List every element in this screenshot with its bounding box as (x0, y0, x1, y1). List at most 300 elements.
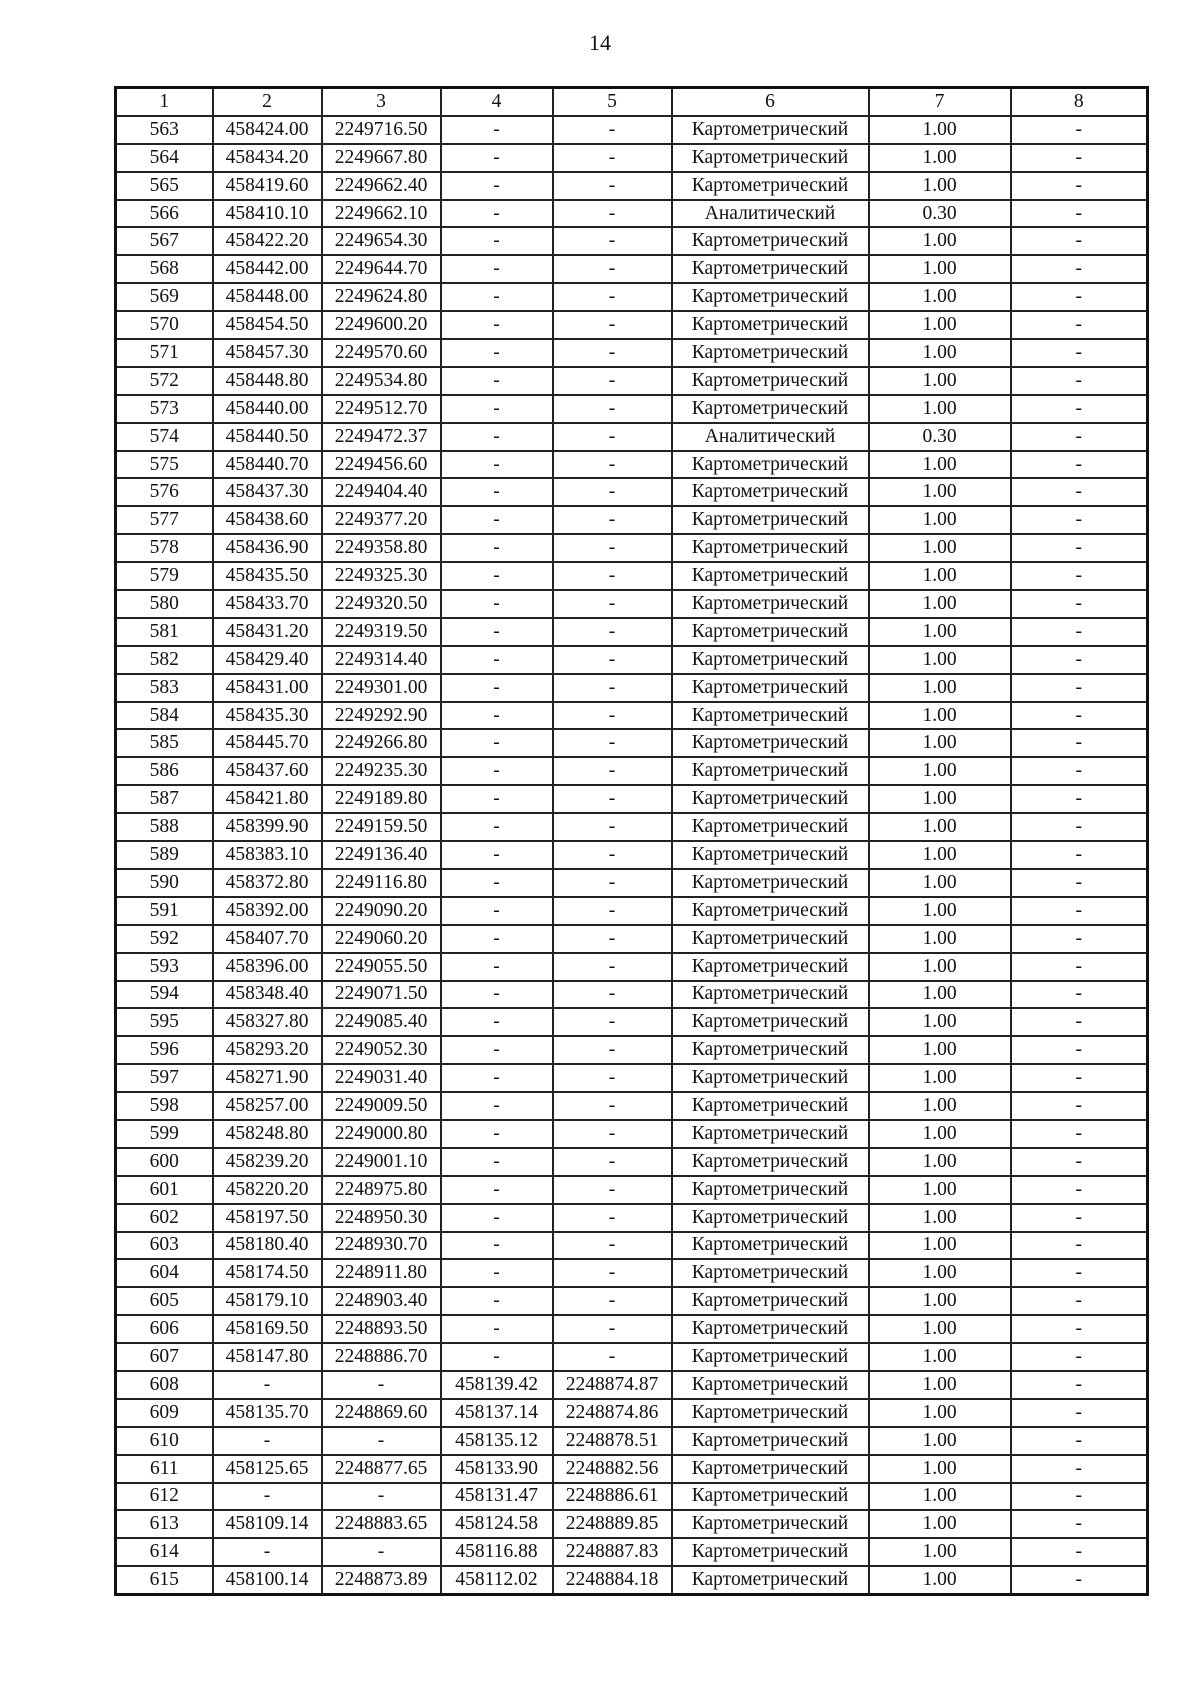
cell-accuracy: 1.00 (869, 1455, 1011, 1483)
cell-x-coordinate: 458431.20 (213, 618, 322, 646)
cell-x-coordinate: 458440.50 (213, 423, 322, 451)
cell-x-new: - (441, 451, 553, 479)
cell-y-coordinate: 2249644.70 (322, 255, 441, 283)
cell-accuracy: 1.00 (869, 367, 1011, 395)
cell-description: - (1011, 451, 1148, 479)
cell-y-coordinate: 2249456.60 (322, 451, 441, 479)
cell-x-new: - (441, 813, 553, 841)
table-row (116, 590, 1148, 618)
table-row (116, 395, 1148, 423)
cell-x-coordinate: 458435.50 (213, 562, 322, 590)
cell-y-new: - (553, 981, 672, 1009)
cell-x-new: - (441, 953, 553, 981)
column-header-7: 7 (869, 88, 1011, 116)
table-row (116, 1204, 1148, 1232)
cell-x-new: - (441, 757, 553, 785)
table-row (116, 953, 1148, 981)
cell-x-new: - (441, 869, 553, 897)
cell-description: - (1011, 478, 1148, 506)
table-row (116, 1036, 1148, 1064)
cell-description: - (1011, 1064, 1148, 1092)
cell-x-new: - (441, 172, 553, 200)
cell-point-number: 566 (116, 200, 213, 228)
table-row (116, 981, 1148, 1009)
cell-description: - (1011, 590, 1148, 618)
cell-method: Картометрический (672, 144, 869, 172)
cell-method: Картометрический (672, 981, 869, 1009)
cell-x-new: - (441, 785, 553, 813)
cell-method: Картометрический (672, 618, 869, 646)
cell-point-number: 614 (116, 1538, 213, 1566)
cell-x-coordinate: 458454.50 (213, 311, 322, 339)
cell-description: - (1011, 702, 1148, 730)
page-number: 14 (589, 30, 611, 55)
cell-description: - (1011, 283, 1148, 311)
cell-description: - (1011, 1008, 1148, 1036)
table-row (116, 506, 1148, 534)
cell-y-coordinate: 2248950.30 (322, 1204, 441, 1232)
cell-y-new: - (553, 1036, 672, 1064)
cell-method: Картометрический (672, 227, 869, 255)
cell-y-coordinate: 2249009.50 (322, 1092, 441, 1120)
cell-accuracy: 1.00 (869, 1120, 1011, 1148)
column-header-8: 8 (1011, 88, 1148, 116)
table-row (116, 1315, 1148, 1343)
cell-method: Картометрический (672, 311, 869, 339)
cell-description: - (1011, 172, 1148, 200)
cell-description: - (1011, 255, 1148, 283)
table-row (116, 478, 1148, 506)
cell-y-coordinate: 2249624.80 (322, 283, 441, 311)
cell-method: Картометрический (672, 1259, 869, 1287)
column-header-5: 5 (553, 88, 672, 116)
cell-accuracy: 1.00 (869, 1259, 1011, 1287)
cell-method: Картометрический (672, 1399, 869, 1427)
cell-y-new: - (553, 925, 672, 953)
cell-point-number: 575 (116, 451, 213, 479)
cell-y-coordinate: 2249060.20 (322, 925, 441, 953)
cell-accuracy: 1.00 (869, 506, 1011, 534)
cell-x-coordinate: 458440.00 (213, 395, 322, 423)
table-row (116, 1399, 1148, 1427)
cell-accuracy: 1.00 (869, 1232, 1011, 1260)
cell-x-coordinate: - (213, 1427, 322, 1455)
cell-x-coordinate: 458437.60 (213, 757, 322, 785)
table-row (116, 1064, 1148, 1092)
cell-method: Картометрический (672, 1008, 869, 1036)
cell-description: - (1011, 1259, 1148, 1287)
cell-method: Картометрический (672, 451, 869, 479)
cell-x-new: - (441, 423, 553, 451)
cell-y-new: - (553, 534, 672, 562)
cell-method: Картометрический (672, 841, 869, 869)
cell-x-new: 458124.58 (441, 1510, 553, 1538)
cell-method: Картометрический (672, 1120, 869, 1148)
table-row (116, 1371, 1148, 1399)
cell-description: - (1011, 144, 1148, 172)
cell-accuracy: 1.00 (869, 785, 1011, 813)
cell-accuracy: 1.00 (869, 534, 1011, 562)
cell-y-new: - (553, 702, 672, 730)
cell-point-number: 593 (116, 953, 213, 981)
cell-point-number: 571 (116, 339, 213, 367)
cell-description: - (1011, 1092, 1148, 1120)
cell-description: - (1011, 1287, 1148, 1315)
cell-x-coordinate: 458372.80 (213, 869, 322, 897)
cell-method: Картометрический (672, 1064, 869, 1092)
cell-y-coordinate: 2248911.80 (322, 1259, 441, 1287)
table-row (116, 869, 1148, 897)
cell-y-new: - (553, 283, 672, 311)
cell-x-new: - (441, 1204, 553, 1232)
cell-y-coordinate: - (322, 1483, 441, 1511)
cell-x-new: - (441, 1176, 553, 1204)
cell-x-new: 458131.47 (441, 1483, 553, 1511)
cell-x-coordinate: 458125.65 (213, 1455, 322, 1483)
cell-point-number: 610 (116, 1427, 213, 1455)
cell-x-new: 458135.12 (441, 1427, 553, 1455)
cell-method: Картометрический (672, 813, 869, 841)
cell-y-new: 2248886.61 (553, 1483, 672, 1511)
cell-method: Картометрический (672, 674, 869, 702)
cell-y-new: - (553, 1092, 672, 1120)
table-row (116, 562, 1148, 590)
cell-description: - (1011, 1399, 1148, 1427)
cell-point-number: 568 (116, 255, 213, 283)
cell-y-new: - (553, 1343, 672, 1371)
cell-point-number: 578 (116, 534, 213, 562)
cell-method: Картометрический (672, 590, 869, 618)
cell-x-coordinate: 458135.70 (213, 1399, 322, 1427)
cell-y-coordinate: 2248903.40 (322, 1287, 441, 1315)
cell-method: Картометрический (672, 1036, 869, 1064)
cell-x-new: - (441, 478, 553, 506)
cell-y-coordinate: 2249052.30 (322, 1036, 441, 1064)
cell-point-number: 570 (116, 311, 213, 339)
cell-y-coordinate: 2248877.65 (322, 1455, 441, 1483)
cell-y-new: 2248874.87 (553, 1371, 672, 1399)
cell-accuracy: 1.00 (869, 1538, 1011, 1566)
cell-y-new: - (553, 590, 672, 618)
cell-x-coordinate: 458435.30 (213, 702, 322, 730)
cell-x-new: - (441, 311, 553, 339)
cell-y-new: - (553, 144, 672, 172)
cell-point-number: 586 (116, 757, 213, 785)
cell-description: - (1011, 116, 1148, 144)
cell-x-coordinate: 458169.50 (213, 1315, 322, 1343)
cell-x-coordinate: 458448.80 (213, 367, 322, 395)
cell-x-new: - (441, 283, 553, 311)
cell-point-number: 615 (116, 1566, 213, 1594)
cell-point-number: 590 (116, 869, 213, 897)
cell-method: Картометрический (672, 1483, 869, 1511)
cell-x-new: - (441, 590, 553, 618)
cell-description: - (1011, 1455, 1148, 1483)
cell-description: - (1011, 981, 1148, 1009)
table-row (116, 813, 1148, 841)
cell-description: - (1011, 534, 1148, 562)
cell-method: Картометрический (672, 283, 869, 311)
cell-description: - (1011, 1120, 1148, 1148)
cell-x-coordinate: 458392.00 (213, 897, 322, 925)
column-header-3: 3 (322, 88, 441, 116)
table-row (116, 1008, 1148, 1036)
cell-x-coordinate: 458422.20 (213, 227, 322, 255)
cell-description: - (1011, 1343, 1148, 1371)
cell-point-number: 604 (116, 1259, 213, 1287)
table-row (116, 1092, 1148, 1120)
cell-x-new: - (441, 534, 553, 562)
cell-method: Картометрический (672, 1232, 869, 1260)
cell-accuracy: 1.00 (869, 116, 1011, 144)
cell-point-number: 595 (116, 1008, 213, 1036)
cell-y-new: - (553, 1315, 672, 1343)
table-row (116, 1343, 1148, 1371)
cell-point-number: 612 (116, 1483, 213, 1511)
cell-y-new: - (553, 618, 672, 646)
cell-accuracy: 1.00 (869, 1092, 1011, 1120)
table-row (116, 311, 1148, 339)
cell-point-number: 565 (116, 172, 213, 200)
cell-method: Картометрический (672, 506, 869, 534)
cell-x-coordinate: 458100.14 (213, 1566, 322, 1594)
cell-accuracy: 0.30 (869, 200, 1011, 228)
cell-x-coordinate: 458197.50 (213, 1204, 322, 1232)
cell-description: - (1011, 729, 1148, 757)
cell-x-coordinate: 458239.20 (213, 1148, 322, 1176)
cell-description: - (1011, 1566, 1148, 1594)
cell-x-new: - (441, 116, 553, 144)
cell-description: - (1011, 200, 1148, 228)
cell-x-new: - (441, 1259, 553, 1287)
table-row (116, 227, 1148, 255)
cell-method: Картометрический (672, 1343, 869, 1371)
cell-method: Аналитический (672, 423, 869, 451)
cell-y-coordinate: 2249654.30 (322, 227, 441, 255)
cell-description: - (1011, 395, 1148, 423)
table-row (116, 785, 1148, 813)
cell-x-new: - (441, 506, 553, 534)
cell-description: - (1011, 618, 1148, 646)
cell-x-coordinate: 458179.10 (213, 1287, 322, 1315)
table-row (116, 451, 1148, 479)
cell-y-new: - (553, 562, 672, 590)
cell-point-number: 608 (116, 1371, 213, 1399)
cell-x-coordinate: 458424.00 (213, 116, 322, 144)
cell-method: Картометрический (672, 1427, 869, 1455)
cell-accuracy: 1.00 (869, 702, 1011, 730)
cell-x-new: - (441, 1315, 553, 1343)
cell-y-new: - (553, 116, 672, 144)
cell-y-coordinate: 2249085.40 (322, 1008, 441, 1036)
table-row (116, 144, 1148, 172)
cell-y-coordinate: 2249071.50 (322, 981, 441, 1009)
table-row (116, 423, 1148, 451)
cell-x-coordinate: 458109.14 (213, 1510, 322, 1538)
cell-y-new: - (553, 200, 672, 228)
cell-y-new: - (553, 339, 672, 367)
cell-accuracy: 1.00 (869, 283, 1011, 311)
cell-x-coordinate: 458429.40 (213, 646, 322, 674)
cell-accuracy: 1.00 (869, 618, 1011, 646)
cell-y-new: - (553, 674, 672, 702)
cell-point-number: 582 (116, 646, 213, 674)
cell-accuracy: 1.00 (869, 729, 1011, 757)
cell-method: Картометрический (672, 1566, 869, 1594)
cell-description: - (1011, 1148, 1148, 1176)
cell-accuracy: 1.00 (869, 255, 1011, 283)
cell-method: Картометрический (672, 172, 869, 200)
cell-method: Картометрический (672, 1176, 869, 1204)
cell-point-number: 580 (116, 590, 213, 618)
cell-accuracy: 1.00 (869, 1176, 1011, 1204)
cell-x-coordinate: 458440.70 (213, 451, 322, 479)
cell-point-number: 591 (116, 897, 213, 925)
cell-y-new: 2248878.51 (553, 1427, 672, 1455)
cell-accuracy: 1.00 (869, 478, 1011, 506)
table-row (116, 729, 1148, 757)
cell-y-new: 2248882.56 (553, 1455, 672, 1483)
cell-point-number: 583 (116, 674, 213, 702)
column-header-1: 1 (116, 88, 213, 116)
cell-method: Картометрический (672, 646, 869, 674)
cell-y-coordinate: 2248975.80 (322, 1176, 441, 1204)
cell-accuracy: 1.00 (869, 451, 1011, 479)
cell-y-new: - (553, 1120, 672, 1148)
cell-y-new: - (553, 1232, 672, 1260)
cell-y-new: - (553, 1008, 672, 1036)
cell-method: Картометрический (672, 255, 869, 283)
table-row (116, 841, 1148, 869)
cell-description: - (1011, 646, 1148, 674)
cell-description: - (1011, 367, 1148, 395)
cell-description: - (1011, 1232, 1148, 1260)
cell-point-number: 599 (116, 1120, 213, 1148)
cell-method: Картометрический (672, 702, 869, 730)
cell-method: Картометрический (672, 785, 869, 813)
cell-accuracy: 1.00 (869, 1064, 1011, 1092)
cell-accuracy: 1.00 (869, 1566, 1011, 1594)
cell-description: - (1011, 1483, 1148, 1511)
cell-x-coordinate: 458436.90 (213, 534, 322, 562)
table-row (116, 757, 1148, 785)
cell-y-new: - (553, 1148, 672, 1176)
cell-x-new: - (441, 1008, 553, 1036)
cell-method: Картометрический (672, 478, 869, 506)
cell-y-new: - (553, 869, 672, 897)
cell-description: - (1011, 227, 1148, 255)
cell-y-coordinate: 2249662.40 (322, 172, 441, 200)
cell-description: - (1011, 925, 1148, 953)
cell-accuracy: 1.00 (869, 1343, 1011, 1371)
table-row (116, 1483, 1148, 1511)
cell-y-coordinate: 2249600.20 (322, 311, 441, 339)
cell-accuracy: 1.00 (869, 925, 1011, 953)
cell-point-number: 589 (116, 841, 213, 869)
cell-description: - (1011, 1510, 1148, 1538)
cell-method: Картометрический (672, 395, 869, 423)
cell-description: - (1011, 1315, 1148, 1343)
cell-point-number: 598 (116, 1092, 213, 1120)
table-row (116, 283, 1148, 311)
cell-description: - (1011, 339, 1148, 367)
cell-x-coordinate: 458271.90 (213, 1064, 322, 1092)
cell-description: - (1011, 897, 1148, 925)
cell-y-new: 2248874.86 (553, 1399, 672, 1427)
cell-x-new: - (441, 227, 553, 255)
cell-point-number: 573 (116, 395, 213, 423)
table-row (116, 925, 1148, 953)
cell-x-coordinate: 458442.00 (213, 255, 322, 283)
cell-accuracy: 1.00 (869, 813, 1011, 841)
cell-accuracy: 1.00 (869, 1371, 1011, 1399)
cell-y-new: - (553, 897, 672, 925)
cell-method: Картометрический (672, 367, 869, 395)
cell-x-coordinate: 458445.70 (213, 729, 322, 757)
cell-accuracy: 1.00 (869, 757, 1011, 785)
cell-x-new: - (441, 367, 553, 395)
cell-y-coordinate: 2249159.50 (322, 813, 441, 841)
cell-y-new: 2248887.83 (553, 1538, 672, 1566)
cell-point-number: 609 (116, 1399, 213, 1427)
cell-description: - (1011, 423, 1148, 451)
cell-method: Картометрический (672, 869, 869, 897)
cell-y-coordinate: 2249292.90 (322, 702, 441, 730)
cell-description: - (1011, 953, 1148, 981)
cell-method: Картометрический (672, 1371, 869, 1399)
cell-method: Картометрический (672, 897, 869, 925)
cell-accuracy: 1.00 (869, 311, 1011, 339)
column-header-4: 4 (441, 88, 553, 116)
cell-y-coordinate: 2249031.40 (322, 1064, 441, 1092)
cell-x-coordinate: 458348.40 (213, 981, 322, 1009)
cell-y-new: - (553, 953, 672, 981)
table-row (116, 1148, 1148, 1176)
cell-x-coordinate: 458448.00 (213, 283, 322, 311)
table-row (116, 534, 1148, 562)
cell-accuracy: 1.00 (869, 841, 1011, 869)
cell-y-coordinate: 2249189.80 (322, 785, 441, 813)
cell-y-coordinate: - (322, 1427, 441, 1455)
cell-point-number: 594 (116, 981, 213, 1009)
cell-x-new: - (441, 897, 553, 925)
cell-x-new: - (441, 1064, 553, 1092)
cell-y-coordinate: 2249472.37 (322, 423, 441, 451)
cell-y-new: - (553, 423, 672, 451)
cell-y-coordinate: 2249090.20 (322, 897, 441, 925)
table-row (116, 646, 1148, 674)
cell-method: Картометрический (672, 1148, 869, 1176)
cell-point-number: 564 (116, 144, 213, 172)
cell-point-number: 607 (116, 1343, 213, 1371)
cell-method: Картометрический (672, 534, 869, 562)
cell-accuracy: 1.00 (869, 339, 1011, 367)
table-row (116, 897, 1148, 925)
cell-point-number: 576 (116, 478, 213, 506)
cell-accuracy: 1.00 (869, 646, 1011, 674)
cell-accuracy: 1.00 (869, 395, 1011, 423)
cell-accuracy: 1.00 (869, 1148, 1011, 1176)
cell-description: - (1011, 1371, 1148, 1399)
cell-point-number: 574 (116, 423, 213, 451)
cell-y-coordinate: - (322, 1371, 441, 1399)
cell-y-new: - (553, 646, 672, 674)
cell-y-coordinate: 2249235.30 (322, 757, 441, 785)
cell-y-coordinate: 2249301.00 (322, 674, 441, 702)
cell-x-coordinate: 458457.30 (213, 339, 322, 367)
cell-accuracy: 1.00 (869, 1315, 1011, 1343)
cell-y-coordinate: 2249325.30 (322, 562, 441, 590)
